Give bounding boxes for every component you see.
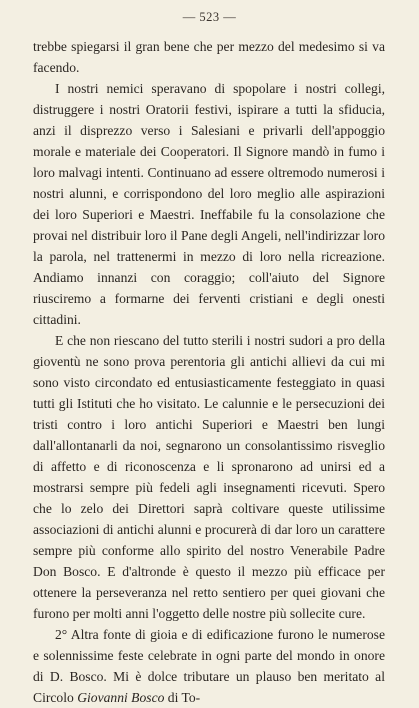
paragraph-feasts [33,624,385,708]
page-number: — 523 — [182,10,237,24]
body-text [33,36,385,708]
paragraph-former-pupils: E che non riescano del tutto sterili i nostri sudori a pro della gioventù ne sono prova perentoria gli antichi allievi da cui mi sono visto circondato ed entusiasticamente festeggiato in quasi tutti gli Istituti che ho visitato. Le calunnie e le persecuzioni dei tristi contro i loro antichi Superiori e Maestri ben lungi dall'allontanarli da noi, segnarono un consolantissimo risveglio di affetto e di riconoscenza e li spronarono ad unirsi ed a mostrarsi sempre più fedeli agli insegnamenti ricevuti. Spero che lo zelo dei Direttori saprà coltivare queste utilissime associazioni di antichi alunni e procurerà di dar loro un carattere sempre più conforme allo spirito del nostro Venerabile Padre Don Bosco. E d'altronde è questo il mezzo più efficace per ottenere la perseveranza nel retto sentiero per quei giovani che furono per molti anni l'oggetto delle nostre più sollecite cure. [33,333,385,621]
paragraph-feasts-text: 2° Altra fonte di gioia e di edificazione furono le numerose e solennissime feste celebrate in ogni parte del mondo in onore di D. Bosco. Mi è dolce tributare un plauso ben meritato al Circolo [33,627,385,705]
circle-name: Giovanni Bosco [77,690,165,705]
paragraph-feasts-tail: di To- [164,690,201,705]
paragraph-enemies: I nostri nemici speravano di spopolare i nostri collegi, distruggere i nostri Oratorii festivi, ispirare a tutti la sfiducia, anzi il disprezzo verso i Salesiani e privarli dell'appoggio morale e materiale dei Cooperatori. Il Signore mandò in fumo i loro malvagi intenti. Continuano ad essere oltremodo numerosi i nostri alunni, e corrispondono del loro meglio alle aspirazioni dei loro Superiori e Maestri. Ineffabile fu la consolazione che provai nel distribuir loro il Pane degli Angeli, nell'indirizzar loro la parola, nel trattenermi in mezzo di loro nella ricreazione. Andiamo innanzi con coraggio; coll'aiuto del Signore riusciremo a formarne dei ferventi cristiani e degli onesti cittadini. [33,81,385,327]
paragraph-continuation: trebbe spiegarsi il gran bene che per mezzo del medesimo si va facendo. [33,39,385,75]
